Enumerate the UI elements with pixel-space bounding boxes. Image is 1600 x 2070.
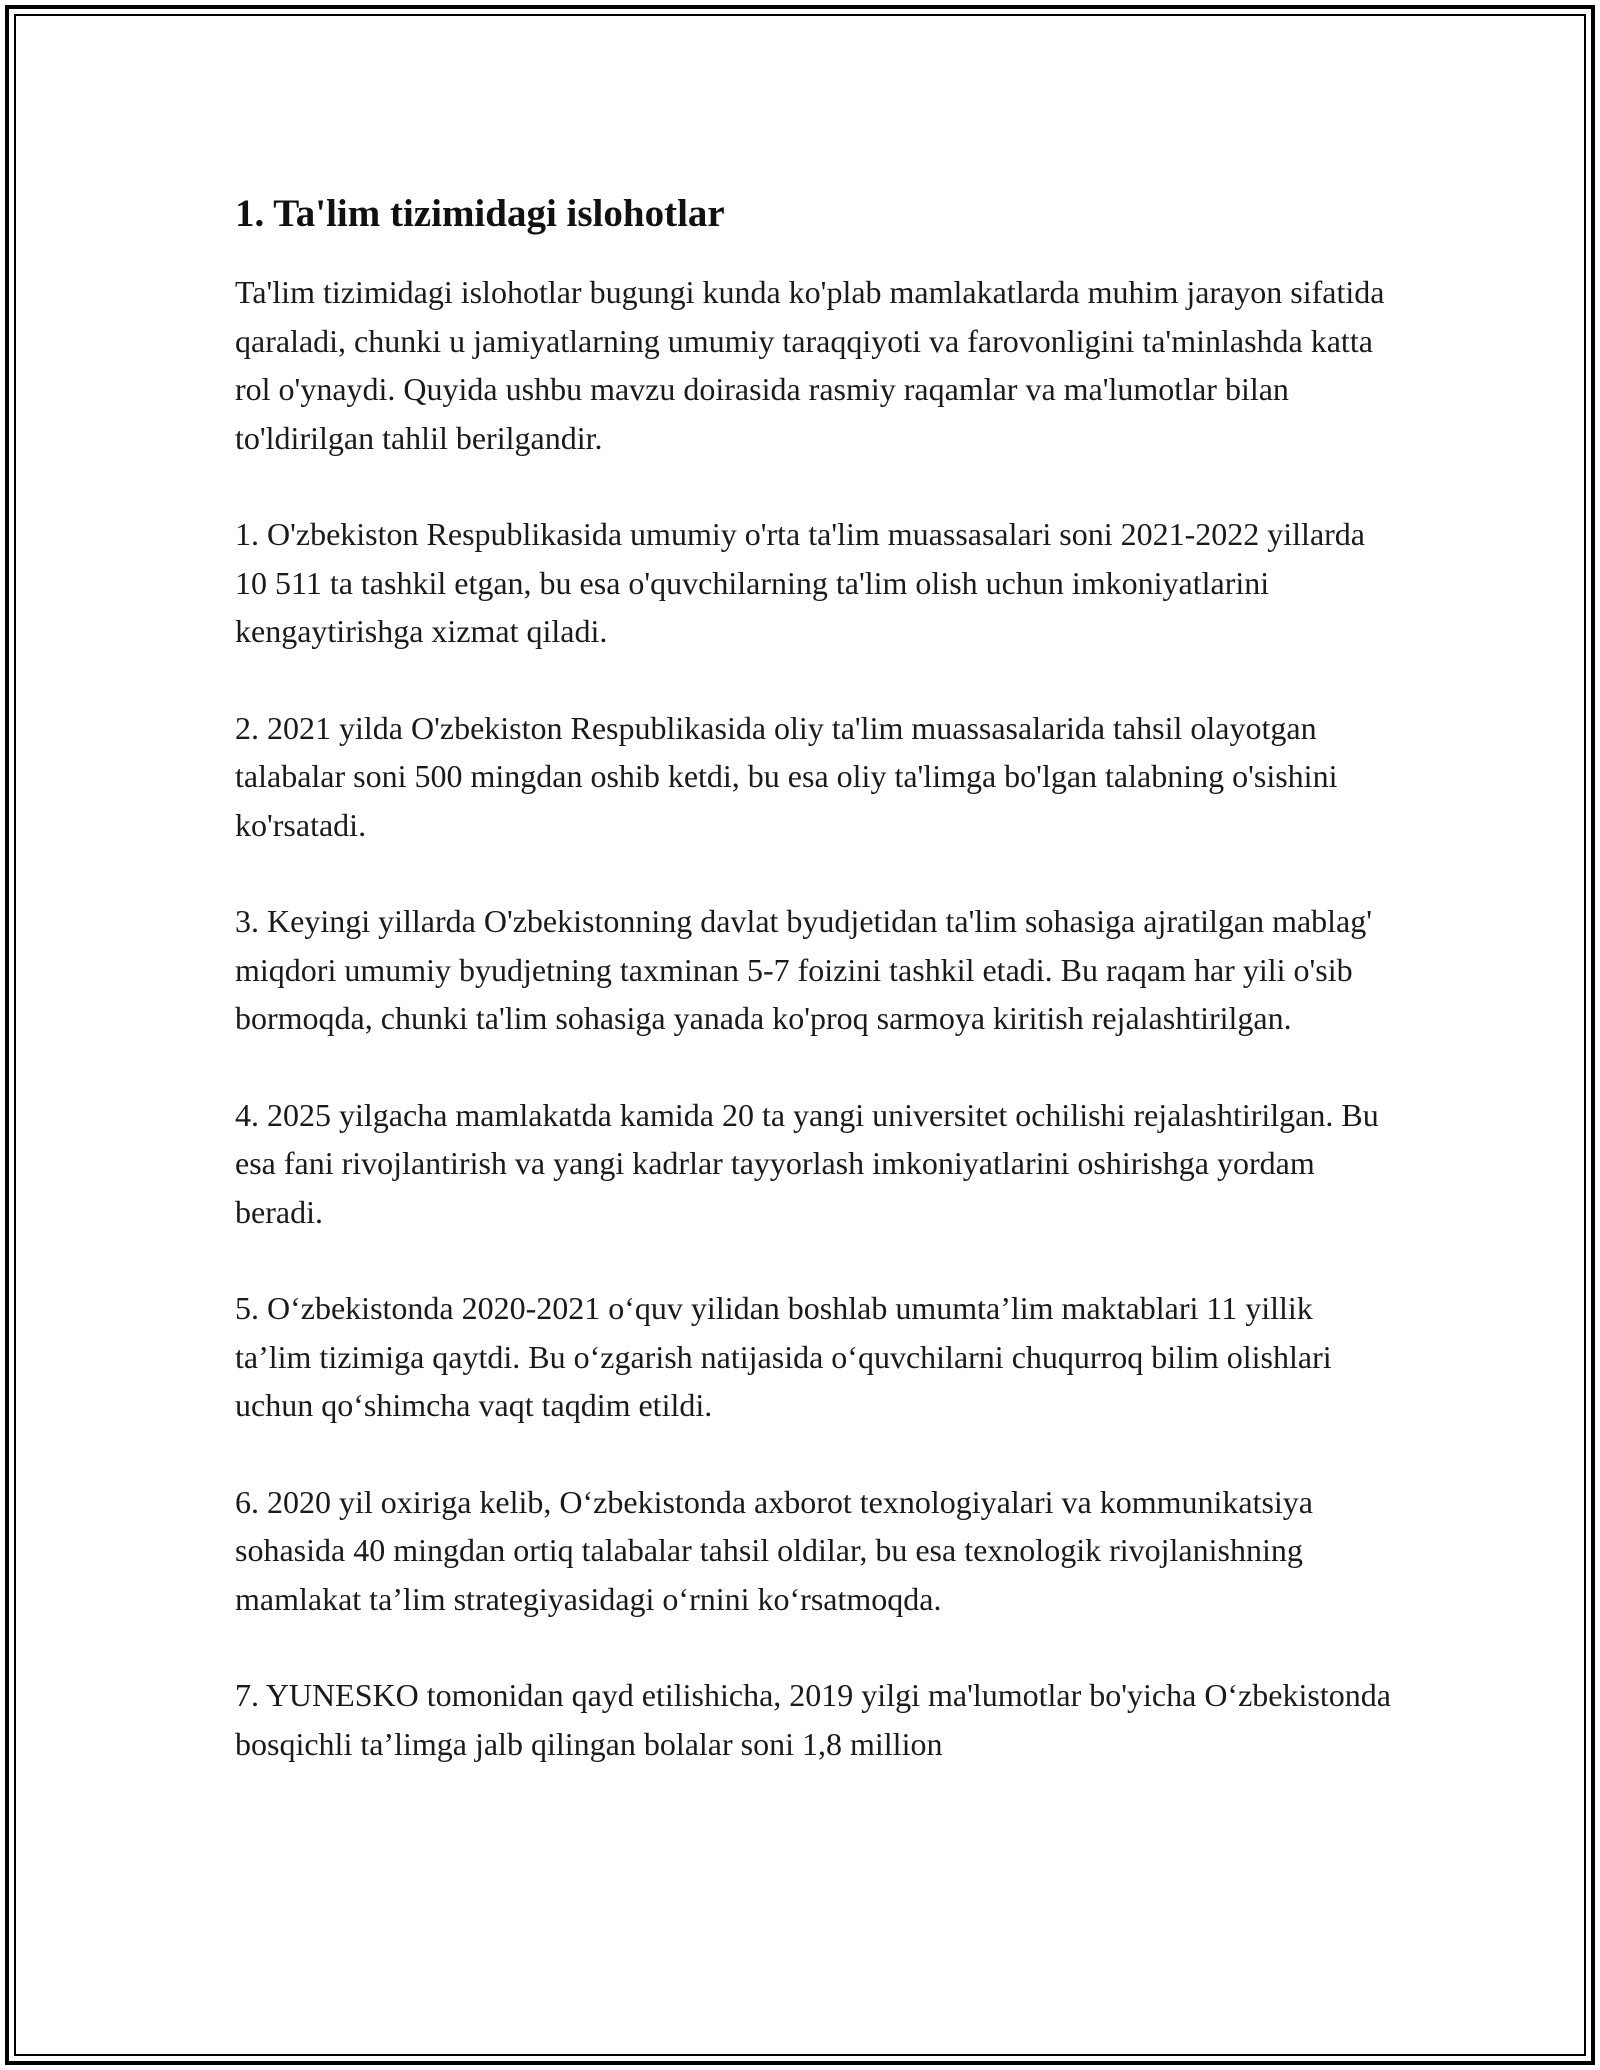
intro-paragraph: Ta'lim tizimidagi islohotlar bugungi kunda ko'plab mamlakatlarda muhim jarayon sifatida qaraladi, chunki u jamiyatlarning umumiy taraqqiyoti va farovonligini ta'minlashda katta rol o'ynaydi. Quyida ushbu mavzu doirasida rasmiy raqamlar va ma'lumotlar bilan to'ldirilgan tahlil berilgandir. [235, 274, 1385, 456]
list-item-3: 3. Keyingi yillarda O'zbekistonning davlat byudjetidan ta'lim sohasiga ajratilgan mablag' miqdori umumiy byudjetning taxminan 5-7 foizini tashkil etadi. Bu raqam har yili o'sib bormoqda, chunki ta'lim sohasiga yanada ko'proq sarmoya kiritish rejalashtirilgan. [235, 903, 1373, 1036]
section-heading: 1. Ta'lim tizimidagi islohotlar [235, 192, 725, 235]
list-item-7: 7. YUNESKO tomonidan qayd etilishicha, 2019 yilgi ma'lumotlar bo'yicha O‘zbekistonda bosqichli ta’limga jalb qilingan bolalar soni 1,8 million [235, 1677, 1391, 1762]
document-body [235, 188, 1395, 1816]
list-item-4: 4. 2025 yilgacha mamlakatda kamida 20 ta yangi universitet ochilishi rejalashtirilgan. Bu esa fani rivojlantirish va yangi kadrlar tayyorlash imkoniyatlarini oshirishga yordam beradi. [235, 1096, 1379, 1230]
list-item-6: 6. 2020 yil oxiriga kelib, O‘zbekistonda axborot texnologiyalari va kommunikatsiya sohasida 40 mingdan ortiq talabalar tahsil oldilar, bu esa texnologik rivojlanishning mamlakat ta’lim strategiyasidagi o‘rnini ko‘rsatmoqda. [235, 1483, 1313, 1617]
list-item-1: 1. O'zbekiston Respublikasida umumiy o'rta ta'lim muassasalari soni 2021-2022 yillarda 10 511 ta tashkil etgan, bu esa o'quvchilarning ta'lim olish uchun imkoniyatlarini kengaytirishga xizmat qiladi. [235, 516, 1365, 649]
list-item-2: 2. 2021 yilda O'zbekiston Respublikasida oliy ta'lim muassasalarida tahsil olayotgan talabalar soni 500 mingdan oshib ketdi, bu esa oliy ta'limga bo'lgan talabning o'sishini ko'rsatadi. [235, 709, 1338, 843]
list-item-5: 5. O‘zbekistonda 2020-2021 o‘quv yilidan boshlab umumta’lim maktablari 11 yillik ta’lim tizimiga qaytdi. Bu o‘zgarish natijasida o‘quvchilarni chuqurroq bilim olishlari uchun qo‘shimcha vaqt taqdim etildi. [235, 1290, 1332, 1423]
